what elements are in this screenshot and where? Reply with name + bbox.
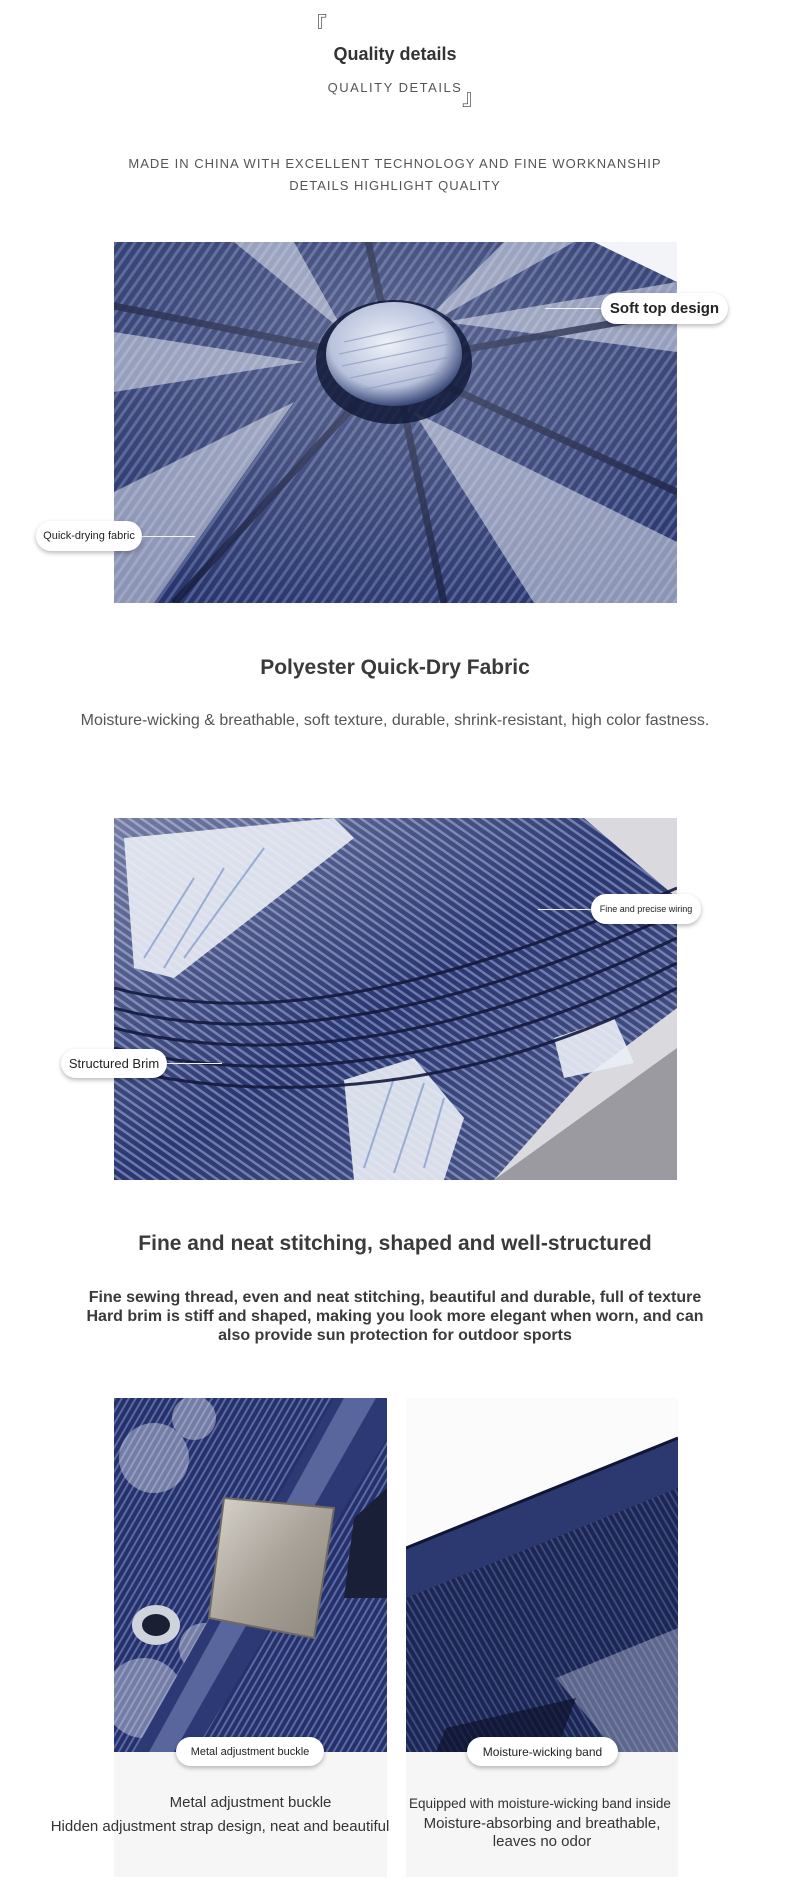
soft-top-design-callout xyxy=(601,293,728,324)
section2-description: Fine sewing thread, even and neat stitching, beautiful and durable, full of texture Hard brim is stiff and shaped, making you look more elegant when worn, and can also provide sun protection for outdoor sports xyxy=(86,1289,704,1344)
moisture-band-photo xyxy=(406,1398,678,1752)
band-caption-title: Equipped with moisture-wicking band inside xyxy=(409,1796,671,1811)
metal-buckle-pill-label: Metal adjustment buckle xyxy=(190,1745,310,1758)
structured-brim-callout xyxy=(61,1049,167,1078)
intro-line-2: DETAILS HIGHLIGHT QUALITY xyxy=(289,178,501,193)
fine-precise-wiring-callout xyxy=(591,894,701,924)
buckle-caption-title: Metal adjustment buckle xyxy=(169,1794,332,1811)
page-subtitle: QUALITY DETAILS xyxy=(327,80,463,95)
quick-drying-fabric-label: Quick-drying fabric xyxy=(43,530,135,542)
moisture-band-pill-label: Moisture-wicking band xyxy=(482,1744,603,1759)
structured-brim-label: Structured Brim xyxy=(68,1056,160,1071)
intro-line-1: MADE IN CHINA WITH EXCELLENT TECHNOLOGY AND FINE WORKNANSHIP xyxy=(128,156,662,171)
metal-buckle-photo xyxy=(114,1398,387,1752)
structured-brim-leader-line xyxy=(160,1063,222,1064)
band-caption-text-1: Moisture-absorbing and breathable, xyxy=(423,1815,661,1832)
page-title: Quality details xyxy=(333,44,457,64)
soft-top-design-label: Soft top design xyxy=(609,300,720,317)
precise-wiring-leader-line xyxy=(538,909,598,910)
quick-drying-fabric-callout xyxy=(36,521,142,551)
cap-top-photo xyxy=(114,242,677,603)
moisture-band-pill xyxy=(467,1737,618,1766)
quick-drying-leader-line xyxy=(140,536,195,537)
metal-buckle-pill xyxy=(176,1737,324,1766)
fine-precise-wiring-label: Fine and precise wiring xyxy=(599,904,693,914)
cap-brim-photo xyxy=(114,818,677,1180)
section2-title: Fine and neat stitching, shaped and well-structured xyxy=(138,1232,652,1255)
corner-bracket-open-icon: 『 xyxy=(305,14,328,39)
buckle-caption-panel xyxy=(114,1752,387,1877)
section1-description: Moisture-wicking & breathable, soft texture, durable, shrink-resistant, high color fastness. xyxy=(80,712,710,729)
section1-title: Polyester Quick-Dry Fabric xyxy=(260,656,530,679)
soft-top-leader-line xyxy=(545,308,605,309)
band-caption-text-2: leaves no odor xyxy=(492,1833,592,1850)
corner-bracket-close-icon: 』 xyxy=(462,86,485,111)
buckle-caption-text: Hidden adjustment strap design, neat and beautiful xyxy=(50,1818,390,1835)
